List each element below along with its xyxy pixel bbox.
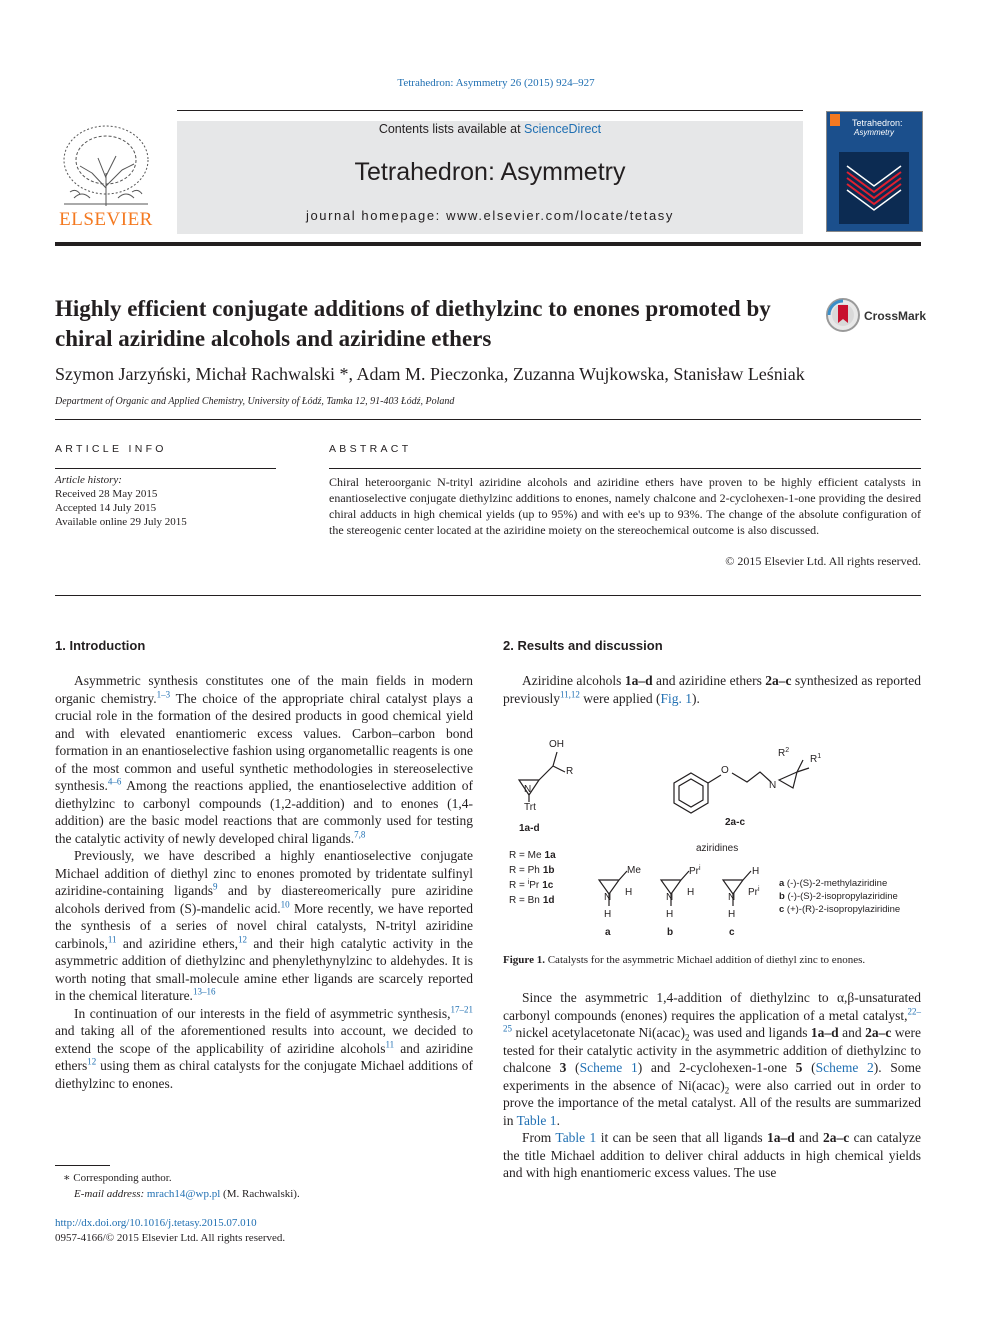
r-label: R — [566, 766, 574, 777]
ref-link[interactable]: 9 — [213, 881, 218, 892]
text-run: and aziridine ethers — [652, 673, 766, 688]
subscript: 2 — [724, 1085, 730, 1096]
trt-label: Trt — [524, 802, 536, 813]
journal-citation[interactable]: Tetrahedron: Asymmetry 26 (2015) 924–927 — [397, 77, 595, 89]
text-run: using them as chiral catalysts for the conjugate Michael additions of diethylzinc to enones. — [55, 1058, 473, 1091]
ref-link[interactable]: 17–21 — [450, 1004, 473, 1014]
text-run: synthesized as reported previously — [503, 673, 921, 706]
r-list-text: R = Ph — [509, 865, 540, 876]
ref-link[interactable]: 12 — [237, 934, 247, 944]
affiliation-rule — [55, 419, 921, 420]
r-list-text: R = Me — [509, 850, 542, 861]
journal-banner — [177, 121, 803, 234]
compound-ref: 1a–d — [767, 1130, 795, 1145]
r2-label — [778, 747, 789, 759]
cover-subtitle: Asymmetry — [854, 128, 894, 137]
intro-paragraph-1 — [55, 672, 473, 847]
legend-text: (-)-(S)-2-methylaziridine — [784, 878, 888, 889]
aziridine-legend — [779, 878, 900, 915]
legend-text: (-)-(S)-2-isopropylaziridine — [784, 891, 898, 902]
r1-sup: 1 — [817, 753, 822, 760]
me-label: Me — [627, 865, 641, 876]
svg-text:R = Me1a — [509, 850, 556, 861]
sciencedirect-link[interactable]: ScienceDirect — [524, 122, 602, 136]
text-run: and by diastereomerically pure aziridine alcohols derived from (S)-mandelic acid. — [55, 883, 474, 916]
intro-body — [55, 672, 473, 1092]
text-run: More recently, we have reported the synthesis of a series of novel chiral catalysts, N-trityl aziridine carbinols, — [55, 900, 474, 951]
intro-heading: 1. Introduction — [55, 638, 146, 653]
compound-ref: 3 — [559, 1060, 567, 1075]
results-heading: 2. Results and discussion — [503, 638, 663, 653]
affiliation: Department of Organic and Applied Chemistry, University of Łódź, Tamka 12, 91-403 Łódź, Poland — [55, 396, 455, 407]
r1-label — [810, 753, 821, 765]
online-date: Available online 29 July 2015 — [55, 516, 187, 528]
r-list-code: 1c — [542, 880, 554, 891]
text-run: ( — [802, 1060, 816, 1075]
r2-text: R — [778, 748, 786, 759]
elsevier-wordmark: ELSEVIER — [59, 209, 153, 230]
r-list-text: R = — [509, 880, 528, 891]
article-history — [55, 473, 187, 529]
figure-1-caption — [503, 954, 921, 966]
label-a: a — [605, 927, 611, 938]
ref-link[interactable]: 1–3 — [156, 689, 171, 699]
h-label-c2: H — [728, 909, 736, 920]
aziridines-label: aziridines — [696, 843, 739, 854]
pr-label-c: Pr — [748, 887, 758, 898]
results-body — [503, 989, 921, 1182]
article-info-rule — [55, 468, 276, 469]
subscript: 2 — [684, 1032, 690, 1043]
ref-link[interactable]: 11 — [107, 934, 117, 944]
text-run: Aziridine alcohols — [522, 673, 625, 688]
crossmark-label[interactable]: CrossMark — [864, 309, 927, 323]
text-run: and aziridine ethers, — [116, 935, 238, 951]
journal-cover-thumbnail[interactable] — [826, 111, 923, 232]
r-list-pre: i — [527, 879, 530, 886]
svg-text:b (-)-(S)-2-isopropylaziridine — [779, 891, 898, 902]
email-line — [55, 1186, 300, 1202]
r-list-code: 1a — [544, 850, 556, 861]
n-label-b: N — [666, 892, 674, 903]
ref-link[interactable]: 12 — [87, 1056, 97, 1067]
text-run: and their high catalytic activity in the asymmetric addition of diethylzinc and phenylethynylzinc to aldehydes. It is worth noting that small-molecule amine ether ligands are scarcely reported in the chemical literature. — [55, 935, 473, 1003]
contents-line — [177, 121, 803, 137]
doi-link[interactable]: http://dx.doi.org/10.1016/j.tetasy.2015.07.010 — [55, 1217, 257, 1229]
r-list-code: 1d — [542, 895, 555, 906]
compound-ref: 1a–d — [624, 673, 653, 688]
abstract-rule — [329, 468, 921, 469]
ref-link[interactable]: 4–6 — [107, 776, 122, 787]
text-run: ). — [692, 690, 700, 706]
issn-line: 0957-4166/© 2015 Elsevier Ltd. All rights reserved. — [55, 1232, 286, 1244]
text-run: Asymmetric synthesis constitutes one of the main fields in modern organic chemistry. — [55, 673, 473, 706]
structure-2ac — [674, 760, 809, 813]
email-suffix: (M. Rachwalski). — [220, 1188, 300, 1200]
table-link[interactable]: Table 1 — [555, 1130, 597, 1145]
text-run: Since the asymmetric 1,4-addition of diethylzinc to α,β-unsaturated carbonyl compounds (enones) requires the application of a metal catalyst, — [503, 990, 921, 1023]
compound-ref: 5 — [795, 1060, 803, 1075]
caption-label: Figure 1. — [503, 954, 545, 966]
article-title: Highly efficient conjugate additions of diethylzinc to enones promoted by chiral aziridine alcohols and aziridine ethers — [55, 296, 771, 351]
journal-title: Tetrahedron: Asymmetry — [354, 158, 626, 186]
n-label: N — [524, 784, 532, 795]
compound-ref: 2a–c — [865, 1025, 892, 1040]
n-label-2: N — [769, 780, 777, 791]
text-run: can catalyze the title Michael addition to deliver chiral adducts in high chemical yields and with high enantiomeric excess values. The use — [503, 1130, 921, 1180]
h-label-c1: H — [752, 866, 760, 877]
text-run: was used and ligands — [689, 1025, 811, 1040]
results-paragraph-2 — [503, 989, 921, 1129]
table-link[interactable]: Table 1 — [516, 1112, 557, 1128]
r-list-text: R = Bn — [509, 895, 540, 906]
text-run: and aziridine ethers — [55, 1040, 473, 1073]
text-run: were applied ( — [579, 690, 661, 706]
svg-text:Pri — [689, 865, 701, 877]
author-list: Szymon Jarzyński, Michał Rachwalski *, Adam M. Pieczonka, Zuzanna Wujkowska, Stanisław Leśniak — [55, 364, 805, 384]
text-run: it can be seen that all ligands — [596, 1130, 768, 1145]
label-c: c — [729, 927, 735, 938]
header-thick-rule — [55, 242, 921, 246]
h-label-b1: H — [687, 887, 695, 898]
o-label: O — [721, 765, 729, 776]
ref-link[interactable]: 11 — [385, 1039, 395, 1049]
svg-text:R = Bn1d — [509, 895, 555, 906]
figure-link[interactable]: Fig. 1 — [660, 690, 693, 706]
article-info-heading: ARTICLE INFO — [55, 443, 167, 455]
figure-1-structures — [503, 728, 921, 942]
oh-label: OH — [549, 739, 564, 750]
svg-text:c (+)-(R)-2-isopropylaziridine — [779, 904, 900, 915]
journal-homepage[interactable]: journal homepage: www.elsevier.com/locate/tetasy — [305, 208, 674, 223]
text-run: Previously, we have described a highly enantioselective conjugate Michael addition of diethyl zinc to enones promoted by tridentate sulfinyl aziridine-containing ligands — [55, 848, 473, 898]
accepted-date: Accepted 14 July 2015 — [55, 502, 157, 514]
doi-block — [55, 1216, 285, 1246]
compound-ref: 2a–c — [823, 1130, 850, 1145]
received-date: Received 28 May 2015 — [55, 488, 158, 500]
abstract-copyright: © 2015 Elsevier Ltd. All rights reserved. — [725, 554, 921, 568]
text-run: ) and 2-cyclohexen-1-one — [637, 1060, 796, 1075]
label-b: b — [667, 927, 674, 938]
text-run: ( — [566, 1060, 580, 1075]
email-link[interactable]: mrach14@wp.pl — [146, 1188, 221, 1200]
intro-paragraph-2 — [55, 847, 473, 1005]
compound-ref: 2a–c — [765, 673, 792, 688]
label-2ac: 2a-c — [725, 817, 746, 828]
ref-link[interactable]: 22–25 — [503, 1006, 921, 1034]
r-substituent-list — [509, 850, 556, 906]
scheme-link[interactable]: Scheme 2 — [815, 1060, 874, 1075]
h-label-a2: H — [604, 909, 612, 920]
legend-code: a — [779, 878, 785, 889]
n-label-c: N — [728, 892, 736, 903]
compound-ref: 1a–d — [810, 1025, 839, 1040]
contents-prefix: Contents lists available at — [378, 122, 525, 136]
h-label-b2: H — [666, 909, 674, 920]
text-run: were also carried out in order to prove the importance of the metal catalyst. All of the results are summarized in — [503, 1077, 921, 1128]
text-run: Among the reactions applied, the enantioselective addition of diethylzinc to carbonyl compounds (1,2-addition) and to enones (1,4-addition) are the basic model reactions that are commonly used for testing the catalytic activity of newly developed chiral ligands. — [55, 778, 473, 846]
r2-sup: 2 — [785, 747, 790, 754]
pr-sup-b: i — [699, 865, 701, 872]
ref-link[interactable]: 11,12 — [560, 689, 580, 699]
footnote-rule — [55, 1165, 110, 1166]
svg-text:R = Ph1b — [509, 865, 555, 876]
text-run: In continuation of our interests in the field of asymmetric synthesis, — [74, 1005, 451, 1021]
text-run: . — [556, 1112, 560, 1128]
text-run: and — [838, 1025, 866, 1040]
ref-link[interactable]: 7,8 — [354, 829, 366, 839]
text-run: The choice of the appropriate chiral catalyst plays a crucial role in the formation of the desired products in good chemical yield and with elevated enantiomeric excess values. Carbon–carbon bond formation in an enantioselective fashion using organometallic reagents is one of the most common and useful synthetic methodologies in stereoselective synthesis. — [55, 690, 473, 793]
abstract-heading: ABSTRACT — [329, 443, 412, 455]
svg-text:a (-)-(S)-2-methylaziridine — [779, 878, 887, 889]
text-run: nickel acetylacetonate Ni(acac) — [512, 1025, 685, 1040]
svg-text:Pri — [748, 886, 760, 898]
results-paragraph-3 — [503, 1129, 921, 1182]
corresponding-author: ∗ Corresponding author. — [63, 1172, 172, 1184]
text-run: were tested for their catalytic activity in the asymmetric addition of diethylzinc to chalcone — [503, 1025, 922, 1075]
history-label: Article history: — [55, 474, 122, 486]
text-run: From — [522, 1130, 556, 1145]
pr-sup-c: i — [758, 886, 760, 893]
cover-elsevier-badge — [830, 114, 840, 126]
pr-label-b: Pr — [689, 866, 699, 877]
scheme-link[interactable]: Scheme 1 — [579, 1060, 638, 1075]
ref-link[interactable]: 10 — [280, 899, 290, 909]
legend-code: b — [779, 891, 785, 902]
r1-text: R — [810, 754, 818, 765]
text-run: and taking all of the aforementioned results into account, we decided to extend the scope of the applicability of aziridine alcohols — [55, 1023, 473, 1056]
label-1ad: 1a-d — [519, 823, 540, 834]
top-rule — [177, 110, 803, 111]
r-list-text2: Pr — [529, 880, 540, 891]
cover-title: Tetrahedron: — [852, 118, 903, 128]
cover-artwork — [839, 152, 909, 224]
n-label-a: N — [604, 892, 612, 903]
email-label: E-mail address: — [74, 1188, 147, 1200]
legend-code: c — [779, 904, 785, 915]
intro-paragraph-3 — [55, 1005, 473, 1093]
caption-text: Catalysts for the asymmetric Michael addition of diethyl zinc to enones. — [544, 954, 866, 966]
ref-link[interactable]: 13–16 — [192, 986, 216, 997]
h-label-a1: H — [625, 887, 633, 898]
abstract-text: Chiral heteroorganic N-trityl aziridine alcohols and aziridine ethers have proven to be highly efficient catalysts in enantioselective conjugate diethylzinc additions to enones, namely chalcone and 2-cyclohexen-1-one providing the desired chiral adducts in high chemical yields (up to 95%) and with ee's up to 93%. The change of the absolute configuration of the stereogenic center located at the aziridine moiety on the stereochemical outcome is also discussed. — [329, 475, 921, 537]
text-run: ). Some experiments in the absence of Ni(acac) — [503, 1060, 922, 1093]
r-list-code: 1b — [542, 865, 555, 876]
legend-text: (+)-(R)-2-isopropylaziridine — [784, 904, 901, 915]
body-rule — [55, 595, 921, 596]
footnote — [55, 1170, 300, 1202]
text-run: and — [794, 1130, 824, 1145]
svg-text:R = iPr1c — [509, 879, 554, 891]
results-paragraph-1 — [503, 672, 921, 707]
